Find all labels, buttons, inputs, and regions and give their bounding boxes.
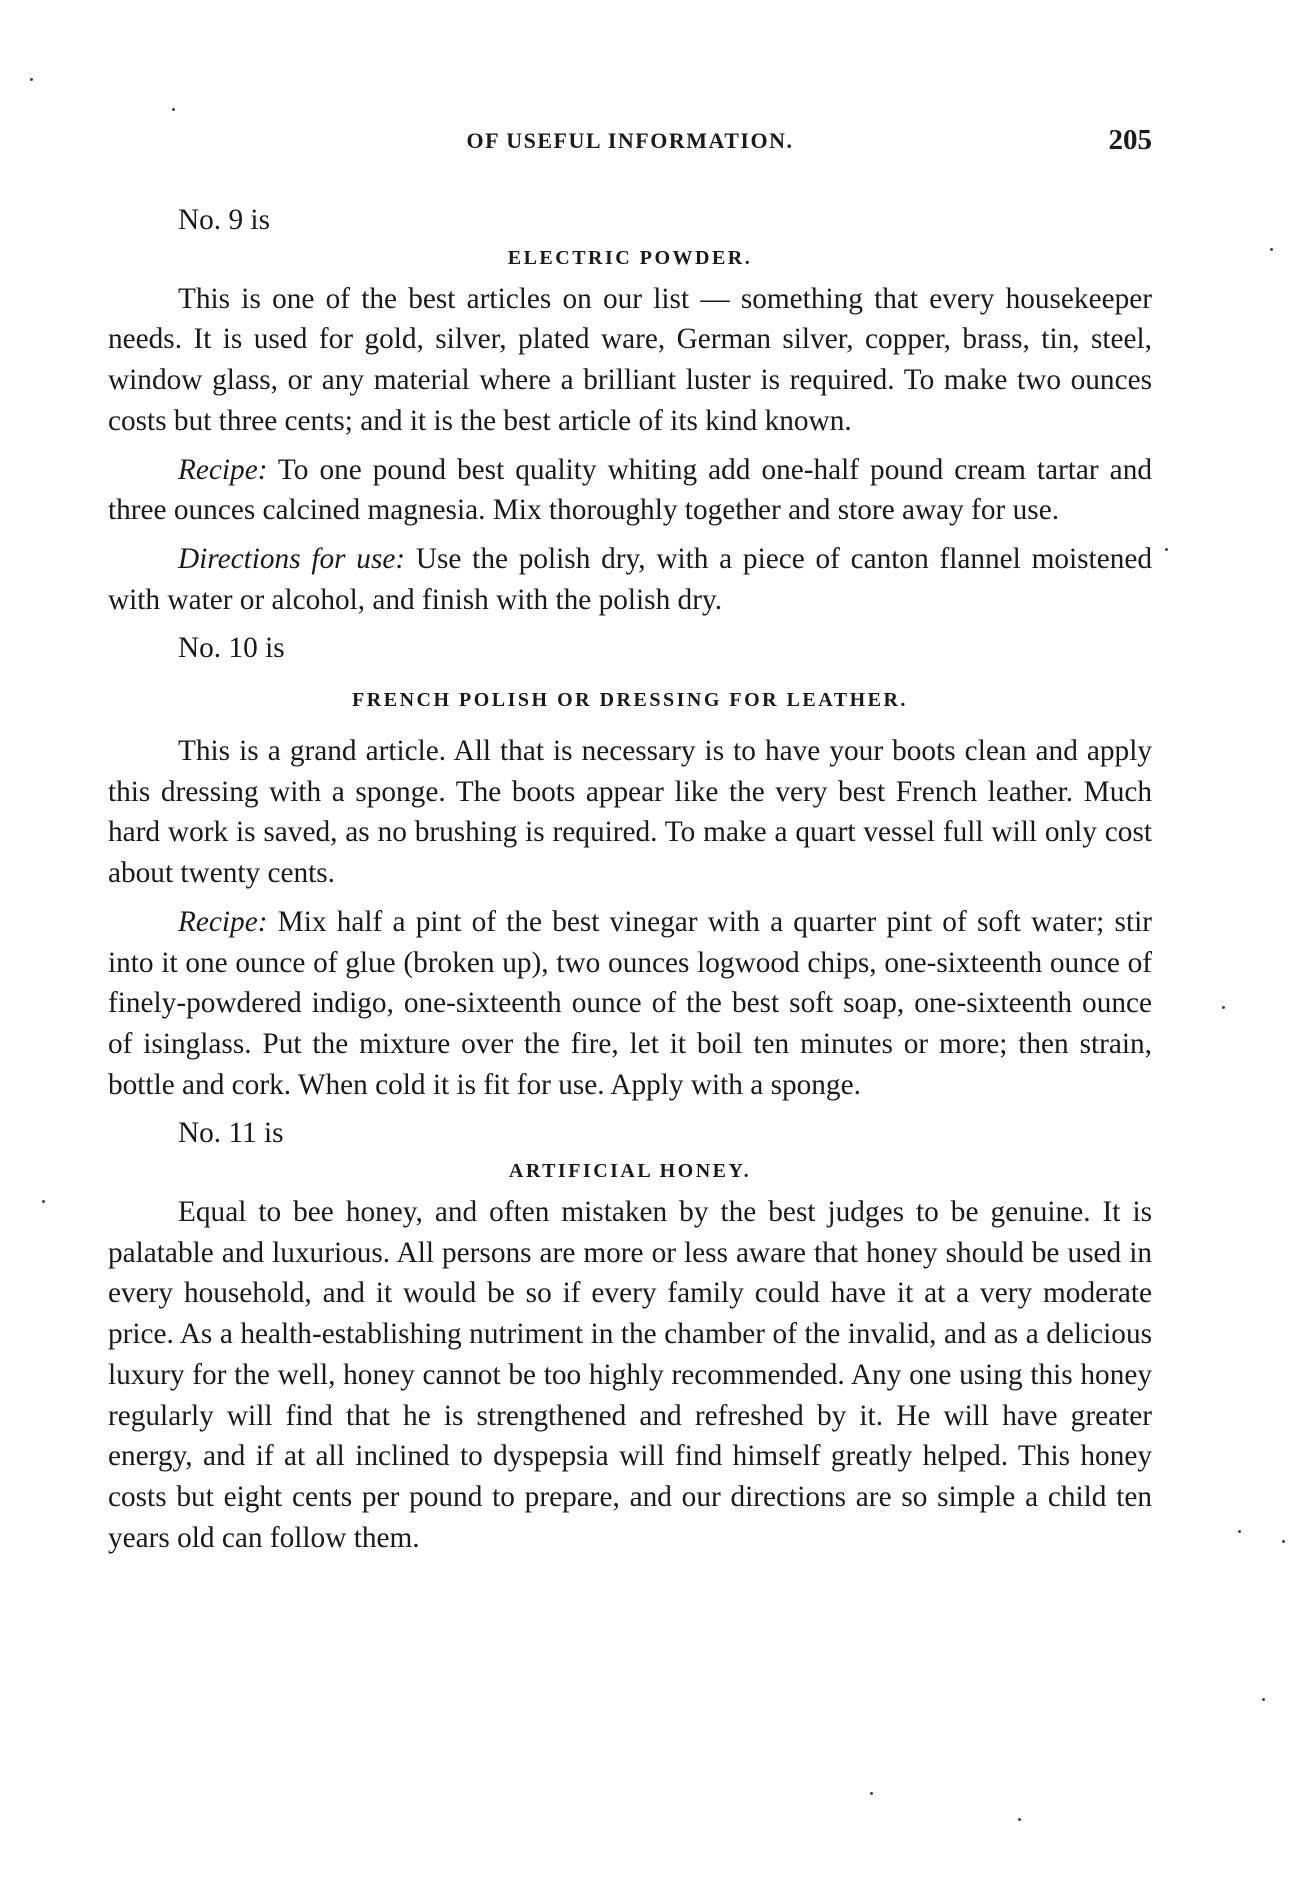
- recipe-paragraph: [108, 902, 1152, 1106]
- section-intro-paragraph: This is a grand article. All that is necessary is to have your boots clean and apply this dressing with a sponge. The boots appear like the very best French leather. Much hard work is saved, as no brushing is required. To make a quart vessel full will only cost about twenty cents.: [108, 735, 1152, 890]
- section-artificial-honey: [108, 1113, 1152, 1558]
- directions-label: Directions for use:: [178, 542, 406, 575]
- recipe-label: Recipe:: [178, 453, 268, 486]
- section-electric-powder: [108, 200, 1152, 620]
- running-header: [108, 124, 1152, 164]
- section-intro-paragraph: Equal to bee honey, and often mistaken by the best judges to be genuine. It is palatable and luxurious. All persons are more or less aware that honey should be used in every household, and it would be so if every family could have it at a very moderate price. As a health-establishing nutriment in the chamber of the invalid, and as a delicious luxury for the well, honey cannot be too highly recommended. Any one using this honey regularly will find that he is strengthened and refreshed by it. He will have greater energy, and if at all inclined to dyspepsia will find himself greatly helped. This honey costs but eight cents per pound to prepare, and our directions are so simple a child ten years old can follow them.: [108, 1196, 1152, 1554]
- section-intro-paragraph: This is one of the best articles on our list — something that every housekeeper needs. It is used for gold, silver, plated ware, German silver, copper, brass, tin, steel, window glass, or any material where a brilliant luster is required. To make two ounces costs but three cents; and it is the best article of its kind known.: [108, 282, 1152, 437]
- section-heading: FRENCH POLISH OR DRESSING FOR LEATHER.: [352, 689, 908, 712]
- section-heading: ARTIFICIAL HONEY.: [508, 1160, 752, 1183]
- item-number: No. 9 is: [178, 204, 270, 236]
- recipe-label: Recipe:: [178, 905, 268, 938]
- page-body: [108, 200, 1152, 1566]
- running-title: OF USEFUL INFORMATION.: [466, 128, 794, 153]
- item-number: No. 11 is: [178, 1117, 284, 1150]
- recipe-text: To one pound best quality whiting add one-half pound cream tartar and three ounces calcined magnesia. Mix thoroughly together and store away for use.: [108, 453, 1152, 527]
- recipe-paragraph: [108, 450, 1152, 531]
- item-number: No. 10 is: [178, 632, 285, 665]
- directions-text: Use the polish dry, with a piece of canton flannel moistened with water or alcohol, and finish with the polish dry.: [108, 542, 1152, 616]
- directions-paragraph: [108, 539, 1152, 620]
- recipe-text: Mix half a pint of the best vinegar with a quarter pint of soft water; stir into it one ounce of glue (broken up), two ounces logwood chips, one-sixteenth ounce of finely-powdered indigo, one-sixteenth ounce of the best soft soap, one-sixteenth ounce of isinglass. Put the mixture over the fire, let it boil ten minutes or more; then strain, bottle and cork. When cold it is fit for use. Apply with a sponge.: [108, 905, 1152, 1101]
- section-heading: ELECTRIC POWDER.: [507, 246, 753, 269]
- section-french-polish: [108, 628, 1152, 1105]
- page-number: 205: [1108, 124, 1152, 156]
